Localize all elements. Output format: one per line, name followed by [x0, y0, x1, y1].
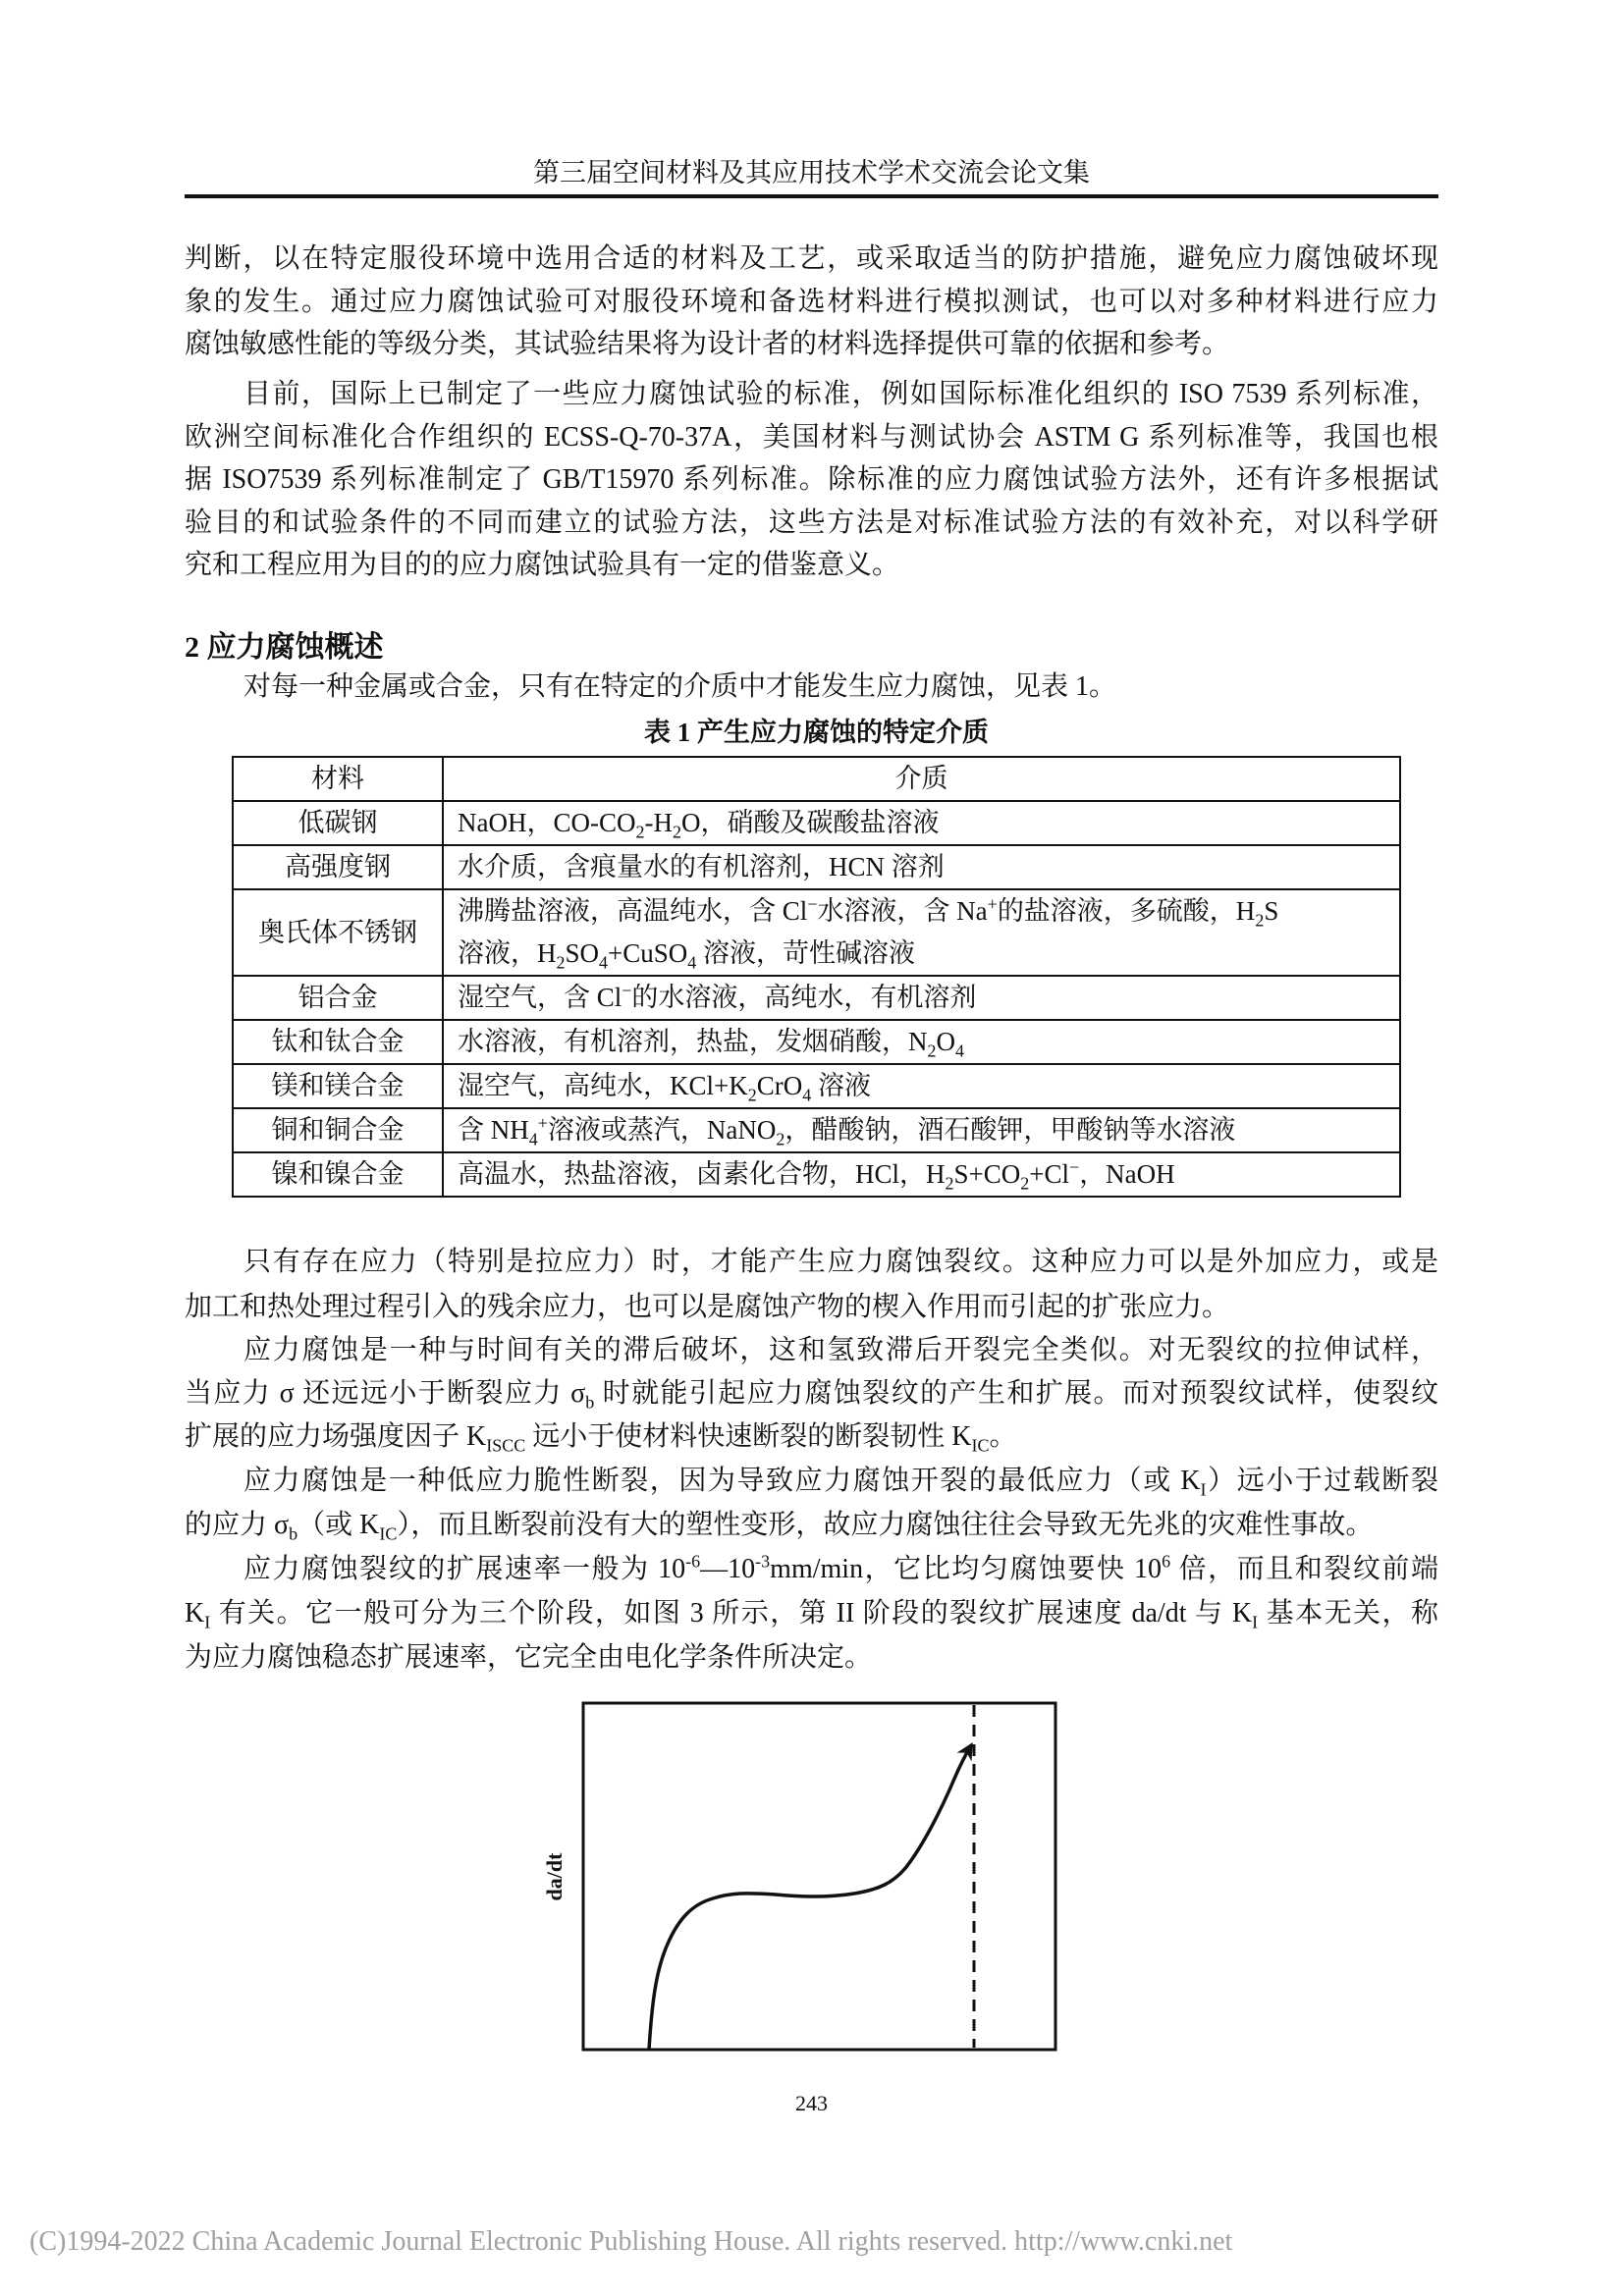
- cell-media: 湿空气，高纯水，$KCl+K_2CrO_4$ 溶液: [443, 1064, 1400, 1108]
- text-line: 加工和热处理过程引入的残余应力，也可以是腐蚀产物的楔入作用而引起的扩张应力。: [185, 1292, 1230, 1322]
- table-caption: 表 1 产生应力腐蚀的特定介质: [644, 718, 989, 747]
- y-axis-label: da/dt: [542, 1852, 567, 1901]
- cell-media: 水溶液，有机溶剂，热盐，发烟硝酸，$N_2O_4$: [443, 1020, 1400, 1064]
- cell-material: 钛和钛合金: [233, 1020, 443, 1064]
- crack-growth-curve: [649, 1745, 971, 2050]
- text-line: 验目的和试验条件的不同而建立的试验方法，这些方法是对标准试验方法的有效补充，对以科学研: [185, 507, 1438, 538]
- text-line: 究和工程应用为目的的应力腐蚀试验具有一定的借鉴意义。: [185, 550, 900, 580]
- cell-media: 含 $NH_4^+$溶液或蒸汽，NaNO$_2$，醋酸钠，酒石酸钾，甲酸钠等水溶液: [443, 1108, 1400, 1152]
- section-intro: 对每一种金属或合金，只有在特定的介质中才能发生应力腐蚀，见表 1。: [243, 671, 1117, 702]
- page-number: 243: [795, 2091, 828, 2115]
- text-line: 当应力 σ 还远远小于断裂应力 $\sigma_b$ 时就能引起应力腐蚀裂纹的产生和扩展。而对预裂纹试样，使裂纹: [185, 1378, 1438, 1413]
- text-line: 腐蚀敏感性能的等级分类，其试验结果将为设计者的材料选择提供可靠的依据和参考。: [185, 329, 1230, 359]
- cell-media: 沸腾盐溶液，高温纯水，含 Cl−水溶液，含 Na+的盐溶液，多硫酸，$H_2S$ 溶液，$H_2SO_4+CuSO_4$ 溶液，苛性碱溶液: [443, 889, 1400, 976]
- text-line: 判断，以在特定服役环境中选用合适的材料及工艺，或采取适当的防护措施，避免应力腐蚀破坏现: [185, 243, 1438, 274]
- text-line: 目前，国际上已制定了一些应力腐蚀试验的标准，例如国际标准化组织的 ISO 7539 系列标准，: [243, 379, 1438, 409]
- header-media: 介质: [443, 757, 1400, 801]
- cell-material: 镁和镁合金: [233, 1064, 443, 1108]
- cell-material: 低碳钢: [233, 801, 443, 845]
- text-line: 欧洲空间标准化合作组织的 ECSS-Q-70-37A，美国材料与测试协会 ASTM G 系列标准等，我国也根: [185, 422, 1438, 453]
- cell-media: NaOH，$CO-CO_2-H_2O$，硝酸及碳酸盐溶液: [443, 801, 1400, 845]
- text-line: 只有存在应力（特别是拉应力）时，才能产生应力腐蚀裂纹。这种应力可以是外加应力，或是: [243, 1247, 1438, 1277]
- text-line: 为应力腐蚀稳态扩展速率，它完全由电化学条件所决定。: [185, 1642, 873, 1673]
- running-header: 第三届空间材料及其应用技术学术交流会论文集: [533, 158, 1090, 187]
- header-material: 材料: [233, 757, 443, 801]
- cell-material: 奥氏体不锈钢: [233, 889, 443, 976]
- text-line: 象的发生。通过应力腐蚀试验可对服役环境和备选材料进行模拟测试，也可以对多种材料进行应力: [185, 287, 1438, 317]
- cell-material: 高强度钢: [233, 845, 443, 889]
- text-line: 的应力 $\sigma_b$（或 $K_{IC}$），而且断裂前没有大的塑性变形，故应力腐蚀往往会导致无先兆的灾难性事故。: [185, 1510, 1374, 1544]
- text-line: 应力腐蚀是一种与时间有关的滞后破坏，这和氢致滞后开裂完全类似。对无裂纹的拉伸试样，: [243, 1335, 1438, 1365]
- cell-media: 湿空气，含 Cl−的水溶液，高纯水，有机溶剂: [443, 976, 1400, 1020]
- cell-material: 镍和镍合金: [233, 1152, 443, 1197]
- text-line: 应力腐蚀裂纹的扩展速率一般为 $10^{-6}—10^{-3}mm/\min$，它比均匀腐蚀要快 $10^6$ 倍，而且和裂纹前端: [243, 1551, 1438, 1584]
- cell-material: 铝合金: [233, 976, 443, 1020]
- cell-material: 铜和铜合金: [233, 1108, 443, 1152]
- text-line: 扩展的应力场强度因子 $K_{ISCC}$ 远小于使材料快速断裂的断裂韧性 $K_{IC}$。: [185, 1421, 1017, 1456]
- text-line: $K_I$ 有关。它一般可分为三个阶段，如图 3 所示，第 II 阶段的裂纹扩展速度 da/dt 与 $K_I$ 基本无关，称: [185, 1598, 1438, 1632]
- copyright-footer: (C)1994-2022 China Academic Journal Electronic Publishing House. All rights reserved. http://www.cnki.net: [29, 2226, 1233, 2257]
- text-line: 应力腐蚀是一种低应力脆性断裂，因为导致应力腐蚀开裂的最低应力（或 $K_I$）远小于过载断裂: [243, 1466, 1438, 1500]
- section-heading: 2 应力腐蚀概述: [185, 631, 384, 664]
- cell-media: 高温水，热盐溶液，卤素化合物，HCl，$H_2S+CO_2+Cl^-$，NaOH: [443, 1152, 1400, 1197]
- cell-media: 水介质，含痕量水的有机溶剂，HCN 溶剂: [443, 845, 1400, 889]
- text-line: 据 ISO7539 系列标准制定了 GB/T15970 系列标准。除标准的应力腐蚀试验方法外，还有许多根据试: [185, 464, 1438, 495]
